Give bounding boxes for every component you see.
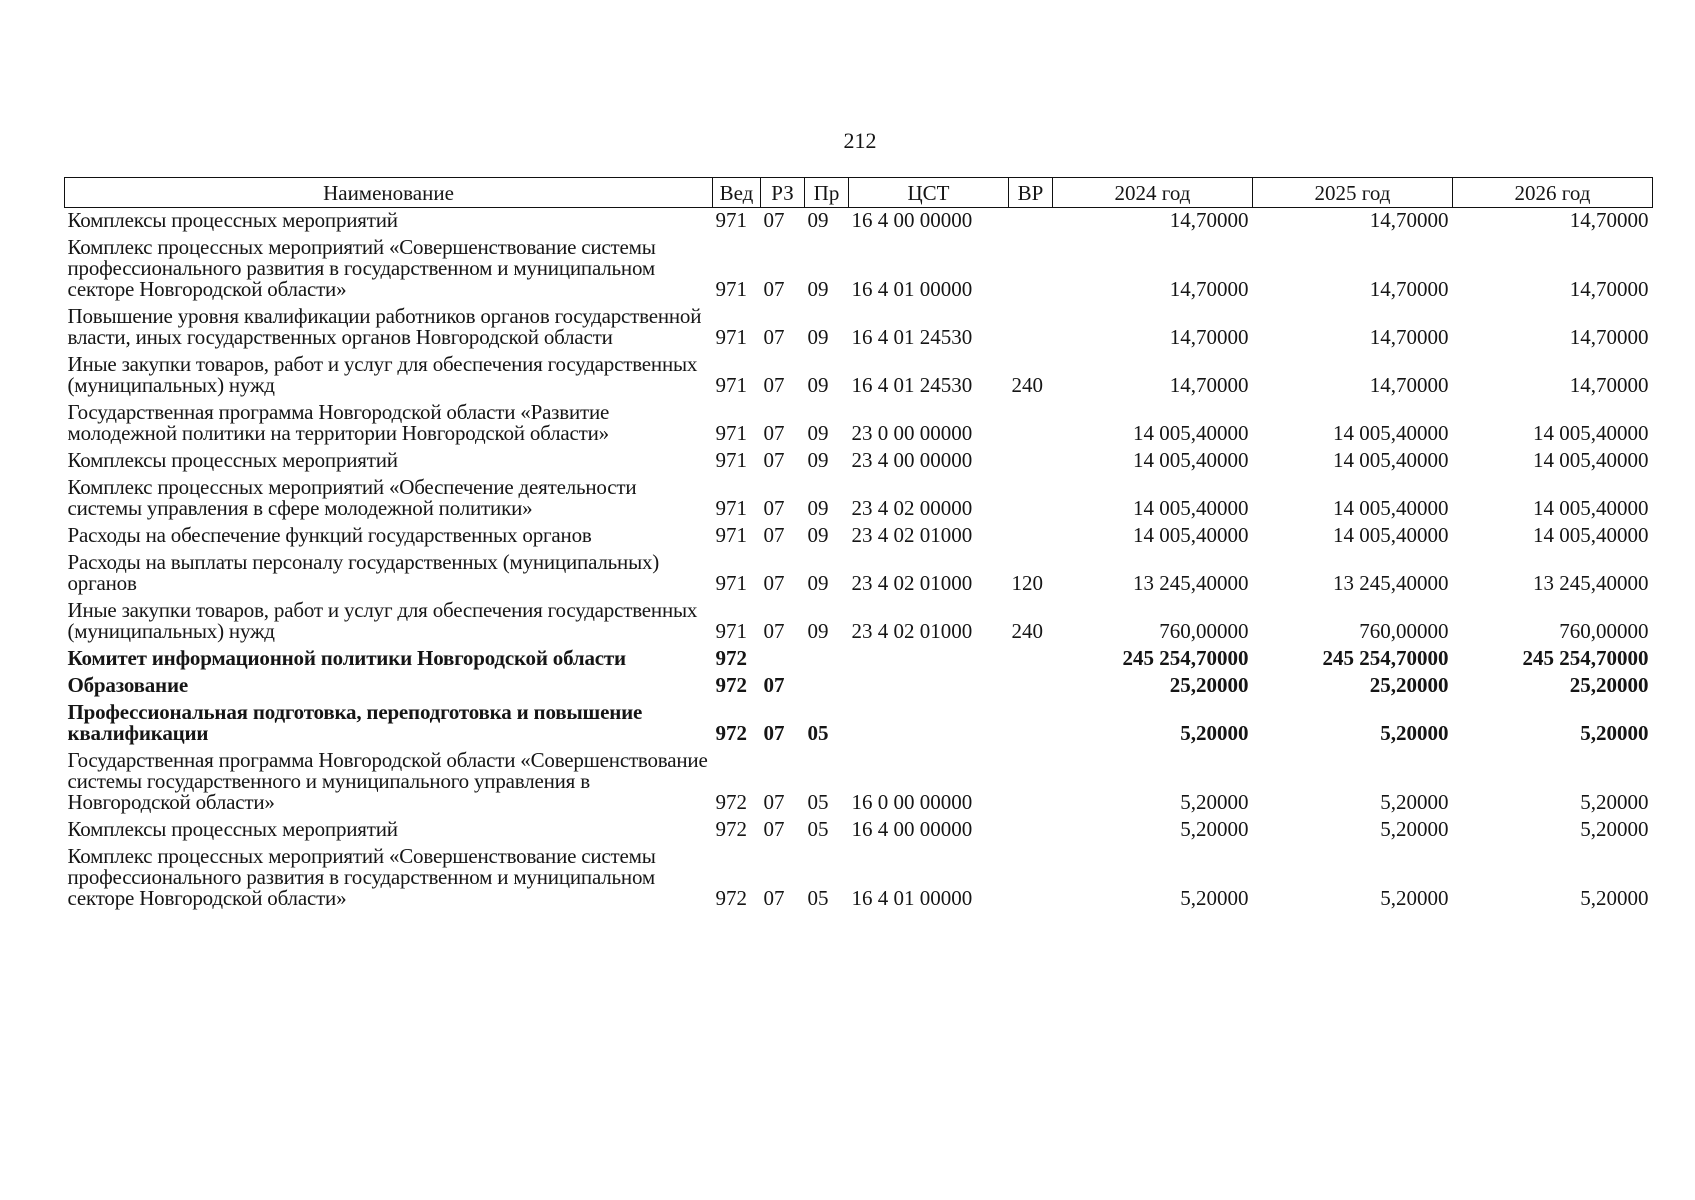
cell-cst: 16 4 01 24530 xyxy=(851,373,973,397)
cell-2025: 245 254,70000 xyxy=(1322,646,1449,670)
cell-pr: 09 xyxy=(807,421,829,445)
cell-rz: 07 xyxy=(763,421,785,445)
cell-name: Комплексы процессных мероприятий xyxy=(67,817,398,841)
header-name: Наименование xyxy=(65,178,713,208)
header-vr: ВР xyxy=(1009,178,1053,208)
cell-2025: 14,70000 xyxy=(1369,325,1449,349)
table-row xyxy=(65,304,1653,352)
cell-rz: 07 xyxy=(763,790,785,814)
cell-2025: 14,70000 xyxy=(1369,208,1449,232)
table-row-total xyxy=(65,646,1653,673)
cell-cst: 16 0 00 00000 xyxy=(851,790,973,814)
cell-cst: 23 4 02 01000 xyxy=(851,523,973,547)
cell-2025: 14 005,40000 xyxy=(1333,448,1449,472)
cell-vr xyxy=(1009,673,1053,700)
cell-name: Комплексы процессных мероприятий xyxy=(67,208,398,232)
cell-name: Комплекс процессных мероприятий «Обеспечение деятельности системы управления в сфере молодежной политики» xyxy=(67,475,637,520)
cell-rz: 07 xyxy=(763,817,785,841)
cell-2025: 14 005,40000 xyxy=(1333,523,1449,547)
cell-2024: 14,70000 xyxy=(1169,208,1249,232)
cell-vr: 240 xyxy=(1011,619,1043,643)
cell-ved: 971 xyxy=(715,571,747,595)
cell-2026: 760,00000 xyxy=(1559,619,1649,643)
cell-2025: 14 005,40000 xyxy=(1333,496,1449,520)
cell-2024: 14 005,40000 xyxy=(1133,421,1249,445)
cell-vr xyxy=(1009,700,1053,748)
cell-2026: 14 005,40000 xyxy=(1533,523,1649,547)
cell-2026: 245 254,70000 xyxy=(1522,646,1649,670)
table-row xyxy=(65,400,1653,448)
cell-ved: 971 xyxy=(715,277,747,301)
table-row xyxy=(65,352,1653,400)
cell-ved: 972 xyxy=(715,721,747,745)
cell-rz: 07 xyxy=(763,886,785,910)
cell-2026: 14 005,40000 xyxy=(1533,448,1649,472)
cell-name: Расходы на обеспечение функций государственных органов xyxy=(67,523,592,547)
cell-name: Государственная программа Новгородской области «Совершенствование системы государственного и муниципального управления в Новгородской области» xyxy=(67,748,708,814)
cell-ved: 971 xyxy=(715,208,747,232)
cell-ved: 971 xyxy=(715,325,747,349)
cell-2026: 25,20000 xyxy=(1569,673,1649,697)
table-row xyxy=(65,748,1653,817)
cell-name: Иные закупки товаров, работ и услуг для обеспечения государственных (муниципальных) нужд xyxy=(67,598,698,643)
cell-ved: 971 xyxy=(715,421,747,445)
cell-2024: 14 005,40000 xyxy=(1133,523,1249,547)
cell-cst: 23 4 02 01000 xyxy=(851,619,973,643)
cell-name: Иные закупки товаров, работ и услуг для обеспечения государственных (муниципальных) нужд xyxy=(67,352,698,397)
cell-cst xyxy=(849,646,1009,673)
cell-vr xyxy=(1009,208,1053,236)
cell-ved: 971 xyxy=(715,496,747,520)
cell-2025: 760,00000 xyxy=(1359,619,1449,643)
cell-2024: 14,70000 xyxy=(1169,277,1249,301)
cell-2025: 5,20000 xyxy=(1380,817,1449,841)
cell-name: Комплекс процессных мероприятий «Совершенствование системы профессионального развития в государственном и муниципальном секторе Новгородской области» xyxy=(67,844,656,910)
cell-vr xyxy=(1009,304,1053,352)
cell-2025: 25,20000 xyxy=(1369,673,1449,697)
cell-2024: 14,70000 xyxy=(1169,325,1249,349)
cell-pr xyxy=(805,646,849,673)
header-ved: Вед xyxy=(713,178,761,208)
cell-cst: 23 4 00 00000 xyxy=(851,448,973,472)
cell-pr xyxy=(805,673,849,700)
table-row-section xyxy=(65,673,1653,700)
cell-2026: 14,70000 xyxy=(1569,373,1649,397)
cell-rz: 07 xyxy=(763,673,785,697)
cell-rz: 07 xyxy=(763,277,785,301)
cell-rz xyxy=(761,646,805,673)
cell-2025: 5,20000 xyxy=(1380,721,1449,745)
cell-cst: 16 4 01 00000 xyxy=(851,277,973,301)
header-cst: ЦСТ xyxy=(849,178,1009,208)
cell-cst: 23 4 02 00000 xyxy=(851,496,973,520)
cell-vr xyxy=(1009,748,1053,817)
cell-ved: 971 xyxy=(715,373,747,397)
cell-ved: 972 xyxy=(715,886,747,910)
cell-cst: 16 4 00 00000 xyxy=(851,817,973,841)
cell-pr: 09 xyxy=(807,325,829,349)
cell-pr: 09 xyxy=(807,208,829,232)
cell-pr: 09 xyxy=(807,373,829,397)
cell-rz: 07 xyxy=(763,523,785,547)
cell-ved: 971 xyxy=(715,619,747,643)
cell-2026: 14,70000 xyxy=(1569,325,1649,349)
cell-2025: 5,20000 xyxy=(1380,790,1449,814)
cell-name: Комитет информационной политики Новгородской области xyxy=(67,646,626,670)
table-row xyxy=(65,235,1653,304)
cell-rz: 07 xyxy=(763,448,785,472)
cell-cst: 16 4 01 00000 xyxy=(851,886,973,910)
cell-pr: 09 xyxy=(807,448,829,472)
table-row xyxy=(65,208,1653,236)
cell-ved: 972 xyxy=(715,646,747,670)
cell-2026: 5,20000 xyxy=(1580,886,1649,910)
cell-2026: 5,20000 xyxy=(1580,817,1649,841)
cell-pr: 09 xyxy=(807,619,829,643)
header-rz: РЗ xyxy=(761,178,805,208)
cell-vr xyxy=(1009,400,1053,448)
cell-2024: 5,20000 xyxy=(1180,817,1249,841)
cell-2024: 14 005,40000 xyxy=(1133,496,1249,520)
cell-cst: 16 4 01 24530 xyxy=(851,325,973,349)
cell-2025: 13 245,40000 xyxy=(1333,571,1449,595)
cell-2026: 5,20000 xyxy=(1580,790,1649,814)
cell-vr xyxy=(1009,844,1053,913)
cell-rz: 07 xyxy=(763,571,785,595)
cell-2024: 13 245,40000 xyxy=(1133,571,1249,595)
header-2024: 2024 год xyxy=(1053,178,1253,208)
cell-name: Государственная программа Новгородской области «Развитие молодежной политики на территории Новгородской области» xyxy=(67,400,610,445)
cell-name: Комплексы процессных мероприятий xyxy=(67,448,398,472)
cell-2025: 5,20000 xyxy=(1380,886,1449,910)
table-header xyxy=(65,178,1653,208)
cell-2024: 245 254,70000 xyxy=(1122,646,1249,670)
budget-table xyxy=(64,177,1653,913)
cell-pr: 09 xyxy=(807,523,829,547)
cell-name: Комплекс процессных мероприятий «Совершенствование системы профессионального развития в государственном и муниципальном секторе Новгородской области» xyxy=(67,235,656,301)
cell-2026: 14,70000 xyxy=(1569,277,1649,301)
cell-cst: 23 4 02 01000 xyxy=(851,571,973,595)
cell-pr: 05 xyxy=(807,790,829,814)
cell-ved: 971 xyxy=(715,448,747,472)
cell-2024: 25,20000 xyxy=(1169,673,1249,697)
table-row-subsection xyxy=(65,700,1653,748)
cell-2024: 5,20000 xyxy=(1180,721,1249,745)
table-row xyxy=(65,817,1653,844)
cell-vr xyxy=(1009,475,1053,523)
cell-name: Профессиональная подготовка, переподготовка и повышение квалификации xyxy=(67,700,643,745)
cell-ved: 971 xyxy=(715,523,747,547)
cell-2025: 14,70000 xyxy=(1369,277,1449,301)
cell-2025: 14 005,40000 xyxy=(1333,421,1449,445)
cell-2026: 5,20000 xyxy=(1580,721,1649,745)
cell-2026: 14 005,40000 xyxy=(1533,496,1649,520)
cell-ved: 972 xyxy=(715,673,747,697)
page-number: 212 xyxy=(843,128,877,153)
cell-pr: 05 xyxy=(807,817,829,841)
cell-ved: 972 xyxy=(715,790,747,814)
cell-vr: 240 xyxy=(1011,373,1043,397)
table-row xyxy=(65,475,1653,523)
cell-pr: 09 xyxy=(807,571,829,595)
cell-cst xyxy=(849,700,1009,748)
cell-name: Образование xyxy=(67,673,188,697)
cell-vr xyxy=(1009,523,1053,550)
table-row xyxy=(65,844,1653,913)
cell-rz: 07 xyxy=(763,373,785,397)
header-pr: Пр xyxy=(805,178,849,208)
cell-2024: 5,20000 xyxy=(1180,790,1249,814)
cell-2024: 14 005,40000 xyxy=(1133,448,1249,472)
cell-pr: 09 xyxy=(807,277,829,301)
cell-pr: 05 xyxy=(807,886,829,910)
table-row xyxy=(65,598,1653,646)
cell-rz: 07 xyxy=(763,721,785,745)
cell-vr xyxy=(1009,235,1053,304)
header-2026: 2026 год xyxy=(1453,178,1653,208)
cell-rz: 07 xyxy=(763,619,785,643)
cell-pr: 09 xyxy=(807,496,829,520)
cell-cst: 16 4 00 00000 xyxy=(851,208,973,232)
cell-rz: 07 xyxy=(763,208,785,232)
cell-rz: 07 xyxy=(763,325,785,349)
cell-vr xyxy=(1009,448,1053,475)
cell-cst: 23 0 00 00000 xyxy=(851,421,973,445)
cell-2026: 13 245,40000 xyxy=(1533,571,1649,595)
cell-pr: 05 xyxy=(807,721,829,745)
cell-2026: 14,70000 xyxy=(1569,208,1649,232)
table-row xyxy=(65,448,1653,475)
cell-vr: 120 xyxy=(1011,571,1043,595)
table-row xyxy=(65,550,1653,598)
cell-cst xyxy=(849,673,1009,700)
cell-2024: 760,00000 xyxy=(1159,619,1249,643)
cell-2026: 14 005,40000 xyxy=(1533,421,1649,445)
table-body xyxy=(65,208,1653,914)
cell-2024: 14,70000 xyxy=(1169,373,1249,397)
cell-2025: 14,70000 xyxy=(1369,373,1449,397)
cell-2024: 5,20000 xyxy=(1180,886,1249,910)
cell-vr xyxy=(1009,817,1053,844)
cell-name: Расходы на выплаты персоналу государственных (муниципальных) органов xyxy=(67,550,660,595)
cell-name: Повышение уровня квалификации работников органов государственной власти, иных государственных органов Новгородской области xyxy=(67,304,702,349)
cell-vr xyxy=(1009,646,1053,673)
cell-ved: 972 xyxy=(715,817,747,841)
header-2025: 2025 год xyxy=(1253,178,1453,208)
cell-rz: 07 xyxy=(763,496,785,520)
table-row xyxy=(65,523,1653,550)
